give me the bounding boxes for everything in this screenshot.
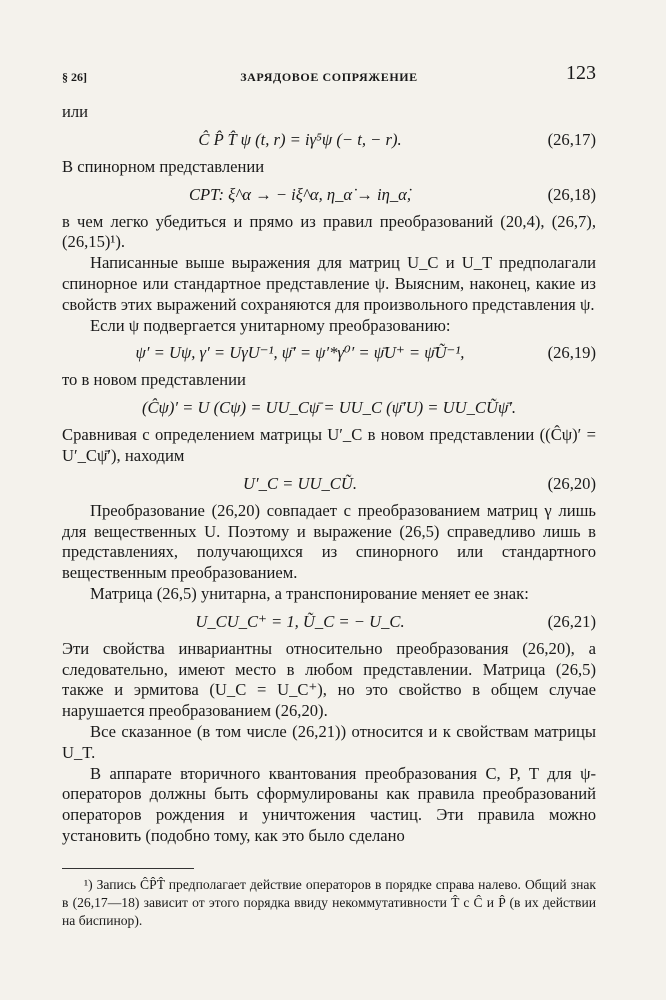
- paragraph-check: в чем легко убедиться и прямо из правил преобразований (20,4), (26,7), (26,15)¹).: [62, 211, 596, 252]
- equation-new-representation-expr: (Ĉψ)′ = U (Cψ) = UU_Cψ̄ = UU_C (ψ̄′U) = UU_CŨψ̄′.: [141, 398, 517, 418]
- footnote-separator: [62, 868, 194, 869]
- footnote-text: ¹) Запись ĈP̂T̂ предполагает действие операторов в порядке справа налево. Общий знак в (26,17—18) зависит от этого порядка ввиду некоммутативности T̂ с Ĉ и P̂ (в их действии на биспинор).: [62, 877, 596, 928]
- paragraph-secondary-quantization: В аппарате вторичного квантования преобразования C, P, T для ψ-операторов должны быть сформулированы как правила преобразований операторов рождения и уничтожения частиц. Эти правила можно установить (подобно тому, как это было сделано: [62, 763, 596, 845]
- equation-26-21-expr: U_CU_C⁺ = 1, Ũ_C = − U_C.: [195, 611, 405, 631]
- paragraph-all-said: Все сказанное (в том числе (26,21)) относится и к свойствам матрицы U_T.: [62, 721, 596, 762]
- section-marker: § 26]: [62, 70, 87, 84]
- paragraph-new-representation: то в новом представлении: [62, 370, 246, 390]
- equation-26-18-expr: CPT: ξ^α → − iξ^α, η_α̇ → iη_α̇,: [188, 184, 412, 204]
- equation-26-18-number: (26,18): [547, 184, 596, 204]
- word-or: или: [62, 102, 89, 121]
- equation-26-21: [62, 609, 596, 635]
- equation-26-20-expr: U′_C = UU_CŨ.: [243, 473, 357, 493]
- equation-26-20-number: (26,20): [547, 473, 596, 493]
- equation-26-19-expr: ψ′ = Uψ, γ′ = UγU⁻¹, ψ̄′ = ψ′*γ⁰′ = ψ̄U⁺ = ψ̄Ũ⁻¹,: [135, 343, 465, 363]
- paragraph-written: Написанные выше выражения для матриц U_C и U_T предполагали спинорное или стандартное представление ψ. Выясним, наконец, какие из свойств этих выражений сохраняются для произвольного представления ψ.: [62, 253, 596, 314]
- equation-26-20: [62, 471, 596, 497]
- equation-26-19-number: (26,19): [547, 343, 596, 363]
- equation-new-representation: [62, 395, 596, 421]
- equation-26-21-number: (26,21): [547, 611, 596, 631]
- equation-26-18: [62, 182, 596, 208]
- equation-26-17-expr: Ĉ P̂ T̂ ψ (t, r) = iγ⁵ψ (− t, − r).: [198, 129, 402, 149]
- paragraph-if-unitary: Если ψ подвергается унитарному преобразованию:: [90, 315, 451, 335]
- paragraph-compare: Сравнивая с определением матрицы U′_C в новом представлении ((Ĉψ)′ = U′_Cψ̄′), находим: [62, 425, 596, 465]
- equation-26-17: [62, 127, 596, 153]
- page-body: [62, 102, 596, 847]
- running-title: ЗАРЯДОВОЕ СОПРЯЖЕНИЕ: [240, 70, 418, 84]
- equation-26-19: [62, 340, 596, 366]
- paragraph-unitary: Матрица (26,5) унитарна, а транспонирование меняет ее знак:: [90, 583, 529, 603]
- paragraph-spinor: В спинорном представлении: [62, 156, 265, 176]
- paragraph-transform: Преобразование (26,20) совпадает с преобразованием матриц γ лишь для вещественных U. Поэтому и выражение (26,5) справедливо лишь в представлениях, получающихся из спинорного или стандартного вещественным преобразованием.: [62, 500, 596, 583]
- paragraph-invariant: Эти свойства инвариантны относительно преобразования (26,20), а следовательно, имеют место в любом представлении. Матрица (26,5) также и эрмитова (U_C = U_C⁺), но это свойство в общем случае нарушается преобразованием (26,20).: [62, 638, 596, 721]
- page-number: 123: [566, 62, 596, 84]
- footnote: [62, 876, 596, 930]
- running-header: [62, 62, 596, 92]
- equation-26-17-number: (26,17): [547, 129, 596, 149]
